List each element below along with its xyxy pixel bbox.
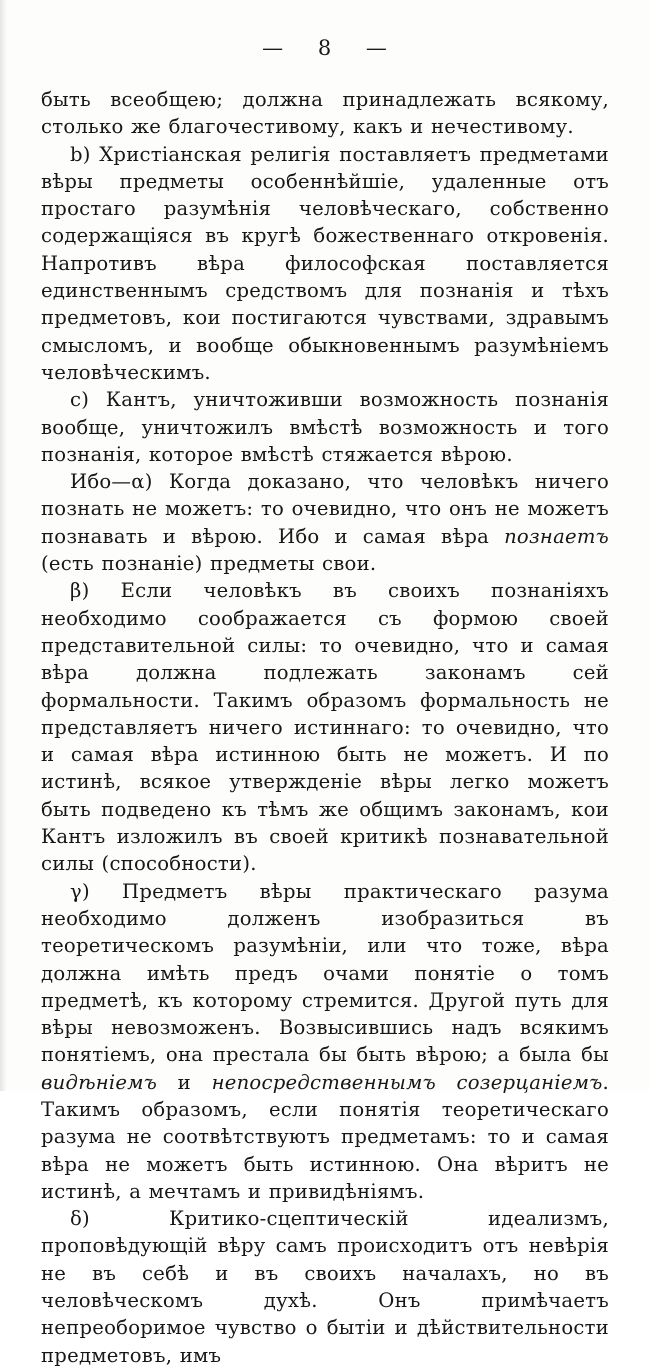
paragraph-item-b bbox=[41, 141, 609, 387]
text-run: с) Кантъ, уничтоживши возможность познанія вообще, уничтожилъ вмѣстѣ возможность и того познанія, которое вмѣстѣ стяжается вѣрою. bbox=[41, 388, 609, 466]
italic-text-run: видѣніемъ bbox=[41, 1070, 158, 1094]
text-run: и bbox=[157, 1070, 212, 1094]
paragraph-item-beta bbox=[41, 577, 609, 877]
text-run: (есть познаніе) предметы свои. bbox=[41, 552, 377, 576]
text-run: быть всеобщею; должна принадлежать всякому, столько же благочестивому, какъ и нечестивому. bbox=[41, 88, 609, 139]
paragraph-item-delta bbox=[41, 1205, 609, 1369]
paragraph-item-alpha bbox=[41, 468, 609, 577]
page-number-header: — 8 — bbox=[262, 36, 388, 60]
text-run: Ибо—α) Когда доказано, что человѣкъ ничего познать не можетъ: то очевидно, что онъ не можетъ познавать и вѣрою. Ибо и самая вѣра bbox=[41, 470, 609, 548]
text-run: b) Христіанская религія поставляетъ предметами вѣры предметы особеннѣйшіе, удаленные отъ простаго разумѣнія человѣческаго, собственно содержащіяся въ кругѣ божественнаго откровенія. Напротивъ вѣра философская поставляется единственнымъ средствомъ для познанія и тѣхъ предметовъ, кои постигаются чувствами, здравымъ смысломъ, и вообще обыкновеннымъ разумѣніемъ человѣческимъ. bbox=[41, 142, 609, 384]
italic-text-run: непосредственнымъ созерцаніемъ bbox=[211, 1070, 603, 1094]
italic-text-run: познаетъ bbox=[504, 524, 609, 548]
text-run: γ) Предметъ вѣры практическаго разума необходимо долженъ изобразиться въ теоретическомъ разумѣніи, или что тоже, вѣра должна имѣть предъ очами понятіе о томъ предметѣ, къ которому стремится. Другой путь для вѣры невозможенъ. Возвысившись надъ всякимъ понятіемъ, она престала бы быть вѣрою; а была бы bbox=[41, 879, 609, 1067]
scan-edge-artifact bbox=[0, 0, 7, 1091]
paragraph-continuation bbox=[41, 86, 609, 141]
page-text bbox=[41, 86, 609, 1369]
paragraph-item-gamma bbox=[41, 878, 609, 1206]
paragraph-item-c bbox=[41, 386, 609, 468]
text-run: δ) Критико-сцептическій идеализмъ, проповѣдующій вѣру самъ происходитъ отъ невѣрія не въ себѣ и въ своихъ началахъ, но въ человѣческомъ духѣ. Онъ примѣчаетъ непреоборимое чувство о бытіи и дѣйствительности предметовъ, имъ bbox=[41, 1207, 609, 1367]
text-run: β) Если человѣкъ въ своихъ познаніяхъ необходимо соображается съ формою своей представительной силы: то очевидно, что и самая вѣра должна подлежать законамъ сей формальности. Такимъ образомъ формальность не представляетъ ничего истиннаго: то очевидно, что и самая вѣра истинною быть не можетъ. И по истинѣ, всякое утвержденіе вѣры легко можетъ быть подведено къ тѣмъ же общимъ законамъ, кои Кантъ изложилъ въ своей критикѣ познавательной силы (способности). bbox=[41, 579, 609, 876]
text-run: . Такимъ образомъ, если понятія теоретическаго разума не соотвѣтствуютъ предметамъ: то и самая вѣра не можетъ быть истинною. Она вѣритъ не истинѣ, а мечтамъ и привидѣніямъ. bbox=[41, 1070, 609, 1203]
